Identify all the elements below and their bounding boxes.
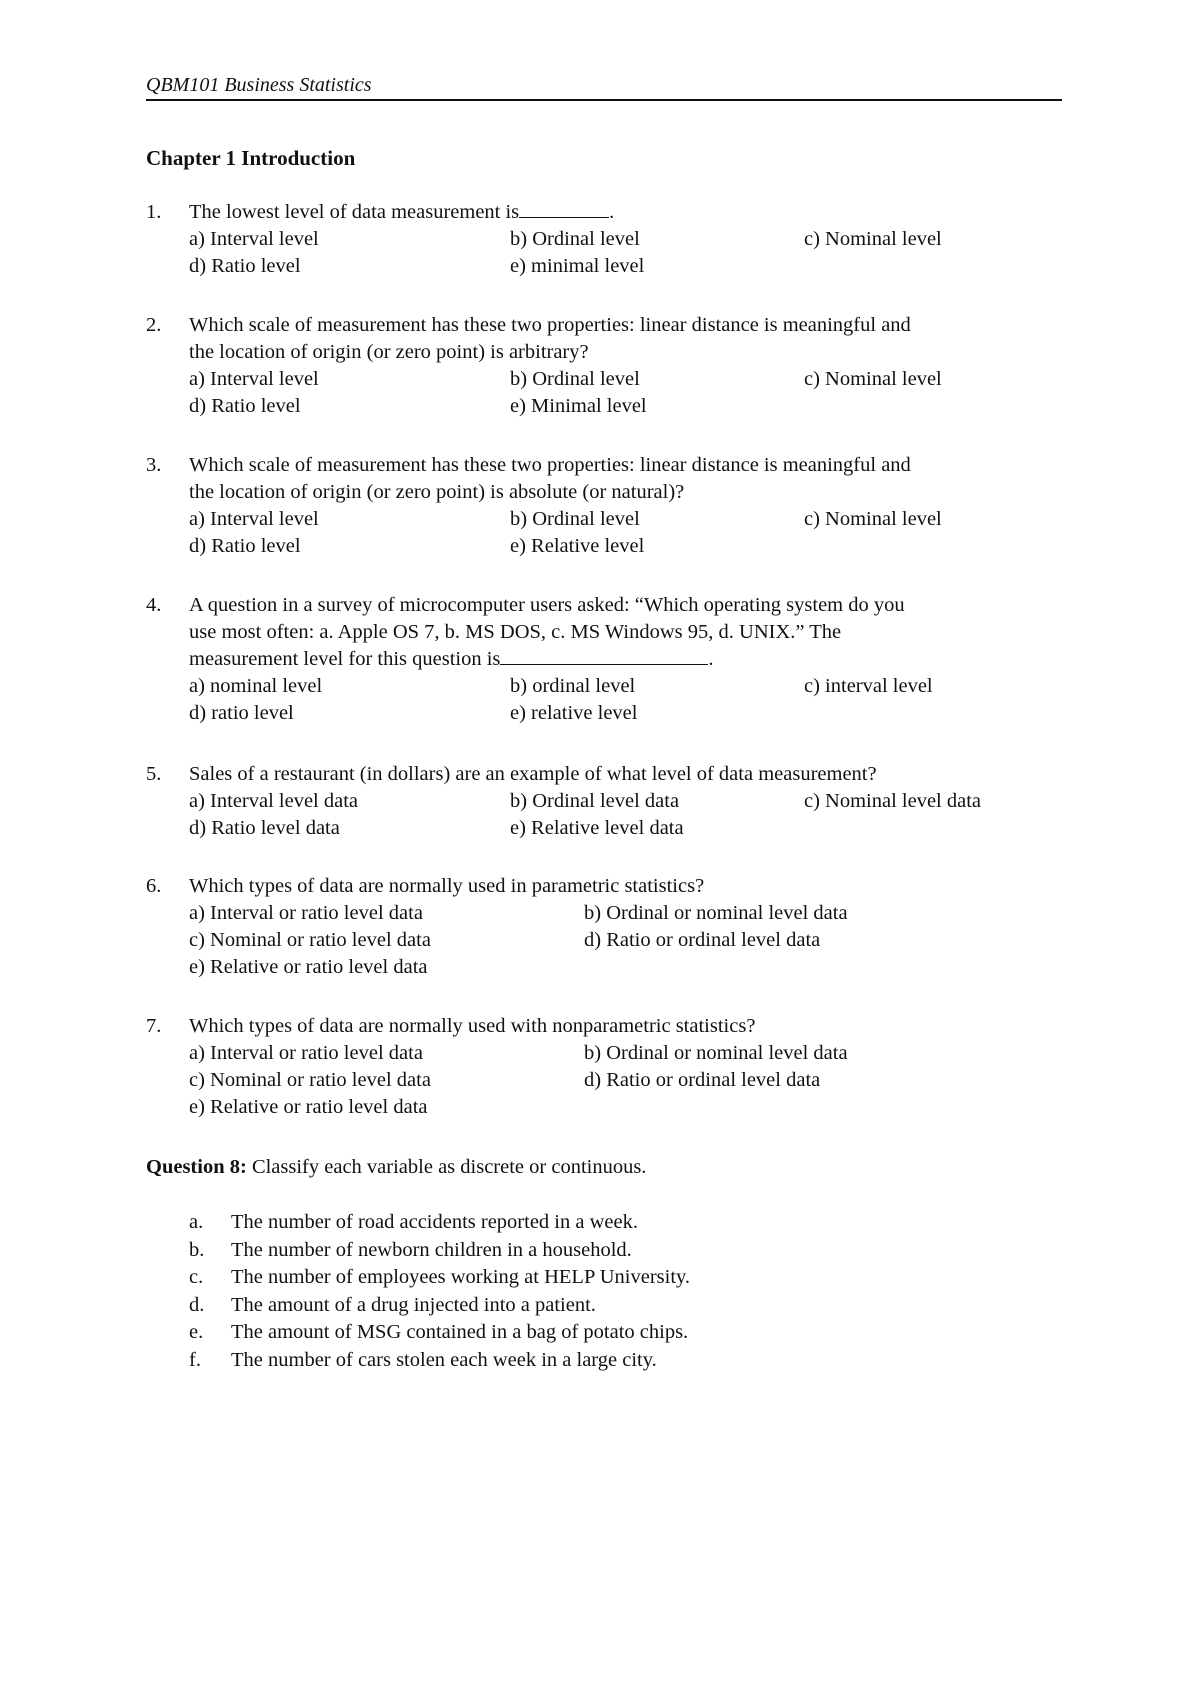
question-8-label: Question 8: bbox=[146, 1156, 247, 1178]
option-b: b) Ordinal level bbox=[510, 228, 640, 250]
option-a: a) Interval level bbox=[189, 508, 319, 530]
chapter-title: Chapter 1 Introduction bbox=[146, 146, 356, 170]
option-d: d) Ratio or ordinal level data bbox=[584, 1069, 821, 1091]
option-c: c) Nominal or ratio level data bbox=[189, 1069, 431, 1091]
question-5 bbox=[146, 761, 1066, 842]
option-c: c) Nominal level bbox=[804, 508, 942, 530]
question-text-line-3: measurement level for this question is . bbox=[189, 648, 714, 670]
question-number: 3. bbox=[146, 454, 162, 476]
item-text: The number of cars stolen each week in a large city. bbox=[231, 1348, 657, 1371]
option-d: d) Ratio level bbox=[189, 255, 301, 277]
question-8-heading bbox=[146, 1154, 646, 1181]
question-7 bbox=[146, 1013, 1066, 1121]
question-number: 4. bbox=[146, 594, 162, 616]
question-8-instruction: Classify each variable as discrete or continuous. bbox=[251, 1156, 647, 1178]
question-number: 1. bbox=[146, 201, 162, 223]
option-a: a) Interval or ratio level data bbox=[189, 1042, 423, 1064]
option-d: d) Ratio level bbox=[189, 395, 301, 417]
item-letter: b. bbox=[189, 1238, 205, 1261]
question-number: 6. bbox=[146, 875, 162, 897]
question-text-line-1: A question in a survey of microcomputer users asked: “Which operating system do you bbox=[189, 594, 905, 616]
answer-blank bbox=[500, 646, 708, 665]
list-item bbox=[146, 1347, 1066, 1375]
option-c: c) Nominal or ratio level data bbox=[189, 929, 431, 951]
list-item bbox=[146, 1319, 1066, 1347]
option-b: b) ordinal level bbox=[510, 675, 636, 697]
item-text: The number of road accidents reported in a week. bbox=[231, 1211, 638, 1233]
question-text-line-1: Which scale of measurement has these two properties: linear distance is meaningful and bbox=[189, 454, 911, 476]
option-a: a) Interval level data bbox=[189, 790, 359, 812]
option-d: d) Ratio or ordinal level data bbox=[584, 929, 821, 951]
item-text: The number of employees working at HELP University. bbox=[231, 1266, 691, 1288]
option-a: a) Interval or ratio level data bbox=[189, 902, 423, 924]
list-item bbox=[146, 1292, 1066, 1320]
question-text: Sales of a restaurant (in dollars) are an example of what level of data measurement? bbox=[189, 763, 877, 785]
option-e: e) Relative or ratio level data bbox=[189, 956, 428, 978]
item-text: The amount of MSG contained in a bag of potato chips. bbox=[231, 1321, 689, 1343]
question-2 bbox=[146, 312, 1066, 420]
question-number: 2. bbox=[146, 314, 162, 336]
item-letter: a. bbox=[189, 1211, 204, 1233]
question-3 bbox=[146, 452, 1066, 560]
running-header: QBM101 Business Statistics bbox=[146, 74, 372, 96]
option-b: b) Ordinal or nominal level data bbox=[584, 1042, 848, 1064]
question-number: 7. bbox=[146, 1015, 162, 1037]
option-d: d) Ratio level data bbox=[189, 817, 340, 839]
question-text: The lowest level of data measurement is . bbox=[189, 201, 615, 223]
option-a: a) Interval level bbox=[189, 228, 319, 250]
option-b: b) Ordinal or nominal level data bbox=[584, 902, 848, 924]
option-e: e) Minimal level bbox=[510, 395, 647, 417]
option-e: e) Relative level data bbox=[510, 817, 684, 839]
option-e: e) Relative or ratio level data bbox=[189, 1096, 428, 1118]
option-a: a) nominal level bbox=[189, 675, 323, 697]
question-4 bbox=[146, 592, 1066, 727]
item-letter: f. bbox=[189, 1348, 201, 1371]
item-letter: e. bbox=[189, 1321, 204, 1343]
question-text-line-2: the location of origin (or zero point) is absolute (or natural)? bbox=[189, 481, 685, 503]
question-text-line-2: the location of origin (or zero point) is arbitrary? bbox=[189, 341, 589, 363]
option-e: e) Relative level bbox=[510, 535, 645, 557]
list-item bbox=[146, 1237, 1066, 1265]
question-text: Which types of data are normally used with nonparametric statistics? bbox=[189, 1015, 756, 1037]
question-text-line-2: use most often: a. Apple OS 7, b. MS DOS, c. MS Windows 95, d. UNIX.” The bbox=[189, 621, 842, 643]
item-text: The amount of a drug injected into a patient. bbox=[231, 1293, 596, 1316]
question-8-list bbox=[146, 1209, 1066, 1374]
list-item bbox=[146, 1264, 1066, 1292]
question-number: 5. bbox=[146, 763, 162, 785]
item-text: The number of newborn children in a household. bbox=[231, 1238, 632, 1261]
question-text: Which types of data are normally used in parametric statistics? bbox=[189, 875, 705, 897]
option-c: c) Nominal level data bbox=[804, 790, 982, 812]
option-b: b) Ordinal level data bbox=[510, 790, 680, 812]
option-e: e) minimal level bbox=[510, 255, 645, 277]
item-letter: d. bbox=[189, 1293, 205, 1316]
question-1 bbox=[146, 199, 1066, 280]
question-6 bbox=[146, 873, 1066, 981]
option-c: c) interval level bbox=[804, 675, 933, 697]
option-e: e) relative level bbox=[510, 702, 638, 724]
question-text-line-1: Which scale of measurement has these two properties: linear distance is meaningful and bbox=[189, 314, 911, 336]
answer-blank bbox=[519, 199, 609, 218]
list-item bbox=[146, 1209, 1066, 1237]
option-b: b) Ordinal level bbox=[510, 368, 640, 390]
option-d: d) ratio level bbox=[189, 702, 294, 724]
option-d: d) Ratio level bbox=[189, 535, 301, 557]
option-c: c) Nominal level bbox=[804, 228, 942, 250]
option-c: c) Nominal level bbox=[804, 368, 942, 390]
option-a: a) Interval level bbox=[189, 368, 319, 390]
item-letter: c. bbox=[189, 1266, 204, 1288]
header-rule bbox=[146, 99, 1062, 101]
option-b: b) Ordinal level bbox=[510, 508, 640, 530]
